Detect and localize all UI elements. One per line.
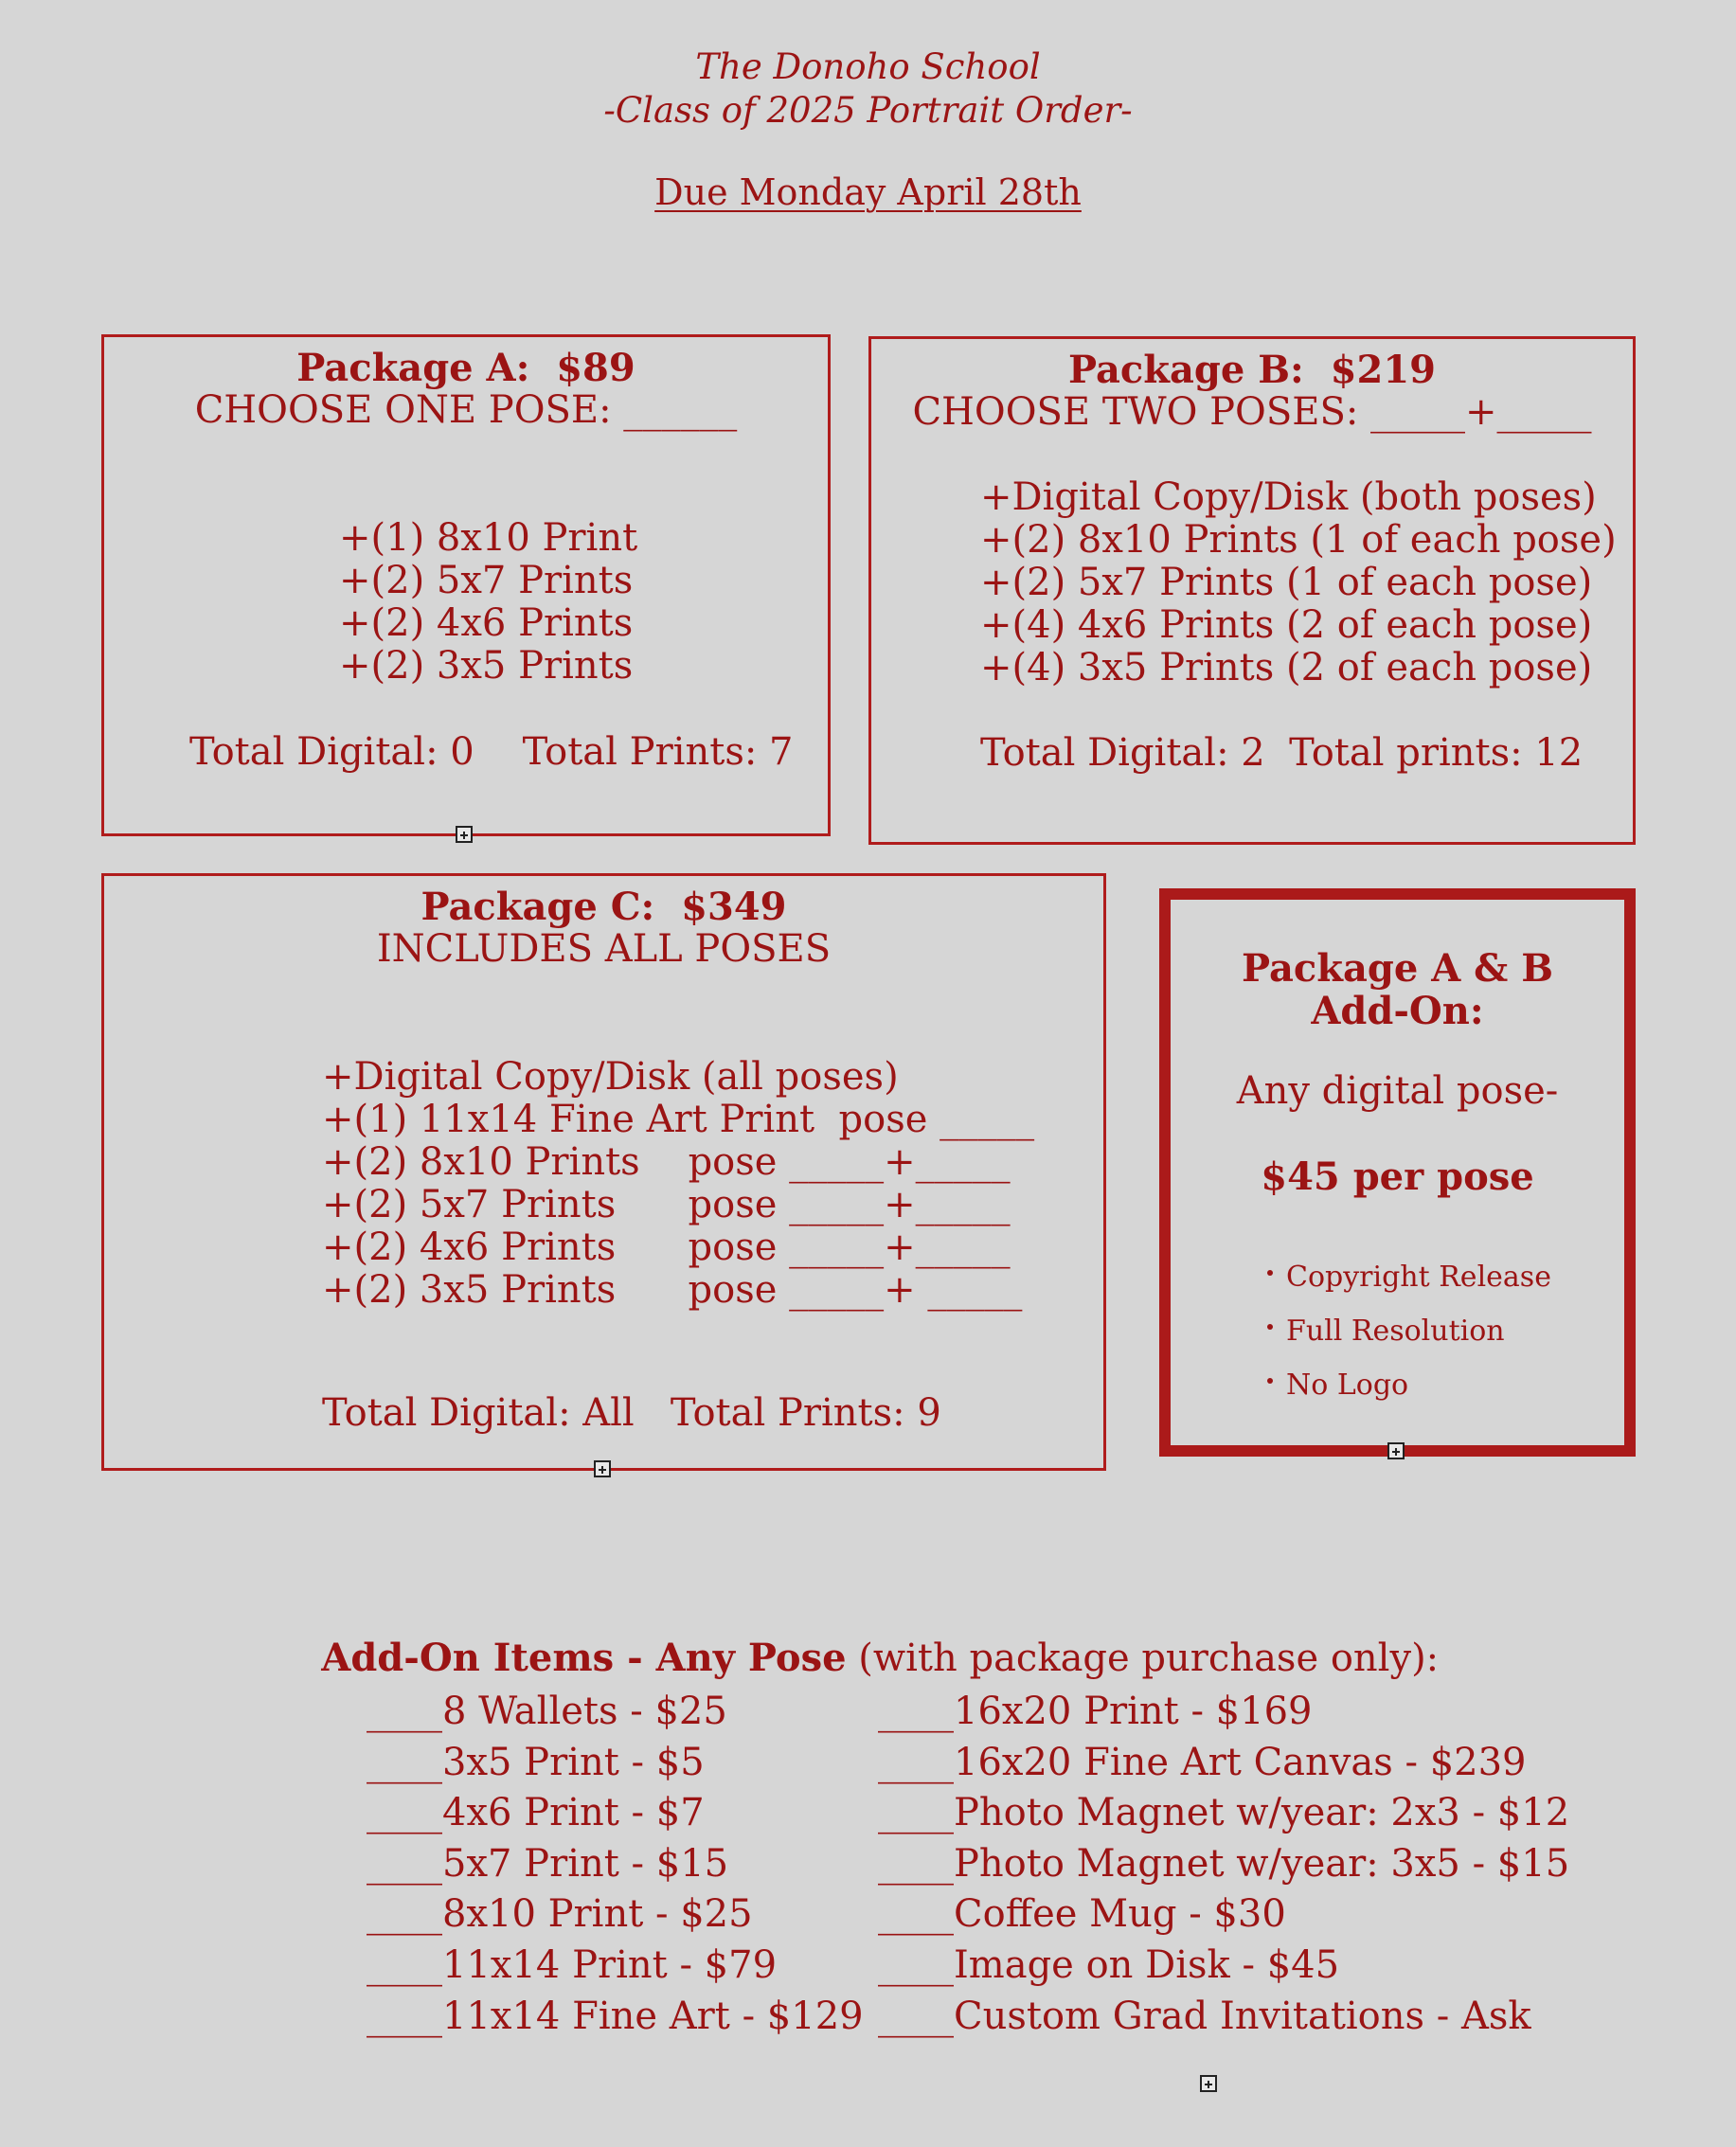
package-a-totals: Total Digital: 0 Total Prints: 7 bbox=[189, 730, 794, 774]
bullet-icon bbox=[1267, 1324, 1273, 1330]
list-item: ____4x6 Print - $7 bbox=[367, 1791, 705, 1835]
list-item: ____Coffee Mug - $30 bbox=[878, 1892, 1286, 1937]
package-b-title: Package B: $219 bbox=[1067, 348, 1436, 392]
addon-title-line2: Add-On: bbox=[1311, 989, 1484, 1033]
list-item: ____11x14 Fine Art - $129 bbox=[367, 1994, 864, 2038]
list-item: ____3x5 Print - $5 bbox=[367, 1740, 705, 1784]
package-b-totals: Total Digital: 2 Total prints: 12 bbox=[980, 731, 1584, 775]
school-name: The Donoho School bbox=[695, 46, 1041, 87]
list-item: +(2) 8x10 Prints pose _____+_____ bbox=[322, 1140, 1011, 1184]
list-item: +(2) 5x7 Prints pose _____+_____ bbox=[322, 1183, 1011, 1226]
table-move-handle-icon[interactable] bbox=[1387, 1442, 1405, 1459]
addon-items-heading: Add-On Items - Any Pose (with package purchase only): bbox=[321, 1636, 1440, 1680]
list-item: +(2) 8x10 Prints (1 of each pose) bbox=[980, 518, 1617, 562]
page-header bbox=[0, 45, 1736, 133]
package-c-totals: Total Digital: All Total Prints: 9 bbox=[322, 1391, 941, 1435]
package-b-items bbox=[980, 476, 1617, 689]
list-item: +(2) 5x7 Prints (1 of each pose) bbox=[980, 561, 1593, 604]
list-item: +(2) 5x7 Prints bbox=[339, 559, 634, 602]
due-date-text: Due Monday April 28th bbox=[654, 171, 1082, 213]
package-a-choose: CHOOSE ONE POSE: ______ bbox=[194, 388, 738, 432]
order-subtitle: -Class of 2025 Portrait Order- bbox=[603, 90, 1133, 131]
table-move-handle-icon[interactable] bbox=[456, 826, 473, 843]
addon-items-right bbox=[878, 1687, 1569, 2042]
list-item: ____16x20 Fine Art Canvas - $239 bbox=[878, 1740, 1527, 1784]
list-item: +(2) 3x5 Prints bbox=[339, 644, 634, 688]
list-item: +(4) 3x5 Prints (2 of each pose) bbox=[980, 646, 1593, 689]
addon-desc: Any digital pose- bbox=[1236, 1069, 1559, 1113]
package-b-choose: CHOOSE TWO POSES: _____+_____ bbox=[912, 390, 1592, 434]
list-item: +(4) 4x6 Prints (2 of each pose) bbox=[980, 603, 1593, 647]
list-item: Copyright Release bbox=[1267, 1250, 1551, 1304]
list-item: +(2) 4x6 Prints pose _____+_____ bbox=[322, 1226, 1011, 1269]
list-item: Full Resolution bbox=[1267, 1304, 1551, 1358]
addon-title-line1: Package A & B bbox=[1241, 946, 1554, 991]
addon-bullets bbox=[1267, 1250, 1551, 1412]
list-item: No Logo bbox=[1267, 1358, 1551, 1412]
table-move-handle-icon[interactable] bbox=[594, 1460, 611, 1477]
package-a-title: Package A: $89 bbox=[296, 346, 635, 390]
addon-box bbox=[1159, 888, 1636, 1457]
package-a-box bbox=[101, 334, 831, 836]
list-item: +(1) 8x10 Print bbox=[339, 516, 638, 560]
list-item: ____8 Wallets - $25 bbox=[367, 1690, 727, 1733]
package-c-title: Package C: $349 bbox=[421, 885, 787, 929]
package-c-items bbox=[322, 1056, 1034, 1312]
table-move-handle-icon[interactable] bbox=[1200, 2075, 1217, 2092]
list-item: ____5x7 Print - $15 bbox=[367, 1841, 729, 1886]
package-c-includes: INCLUDES ALL POSES bbox=[376, 927, 832, 971]
list-item: +(2) 4x6 Prints bbox=[339, 601, 634, 645]
list-item: ____Photo Magnet w/year: 2x3 - $12 bbox=[878, 1791, 1570, 1835]
list-item: ____Photo Magnet w/year: 3x5 - $15 bbox=[878, 1841, 1570, 1886]
list-item: +Digital Copy/Disk (both poses) bbox=[980, 475, 1597, 519]
list-item: ____Image on Disk - $45 bbox=[878, 1942, 1340, 1987]
package-a-items bbox=[339, 517, 637, 688]
bullet-icon bbox=[1267, 1378, 1273, 1384]
list-item: +Digital Copy/Disk (all poses) bbox=[322, 1055, 899, 1099]
bullet-icon bbox=[1267, 1270, 1273, 1276]
addon-items-left bbox=[367, 1687, 864, 2042]
list-item: ____Custom Grad Invitations - Ask bbox=[878, 1994, 1531, 2038]
list-item: +(2) 3x5 Prints pose _____+ _____ bbox=[322, 1268, 1023, 1312]
list-item: +(1) 11x14 Fine Art Print pose _____ bbox=[322, 1098, 1035, 1141]
package-c-box bbox=[101, 873, 1106, 1471]
list-item: ____11x14 Print - $79 bbox=[367, 1942, 778, 1987]
addon-price: $45 per pose bbox=[1261, 1154, 1534, 1199]
list-item: ____16x20 Print - $169 bbox=[878, 1690, 1313, 1733]
due-date bbox=[0, 170, 1736, 214]
list-item: ____8x10 Print - $25 bbox=[367, 1892, 753, 1937]
package-b-box bbox=[868, 336, 1636, 845]
